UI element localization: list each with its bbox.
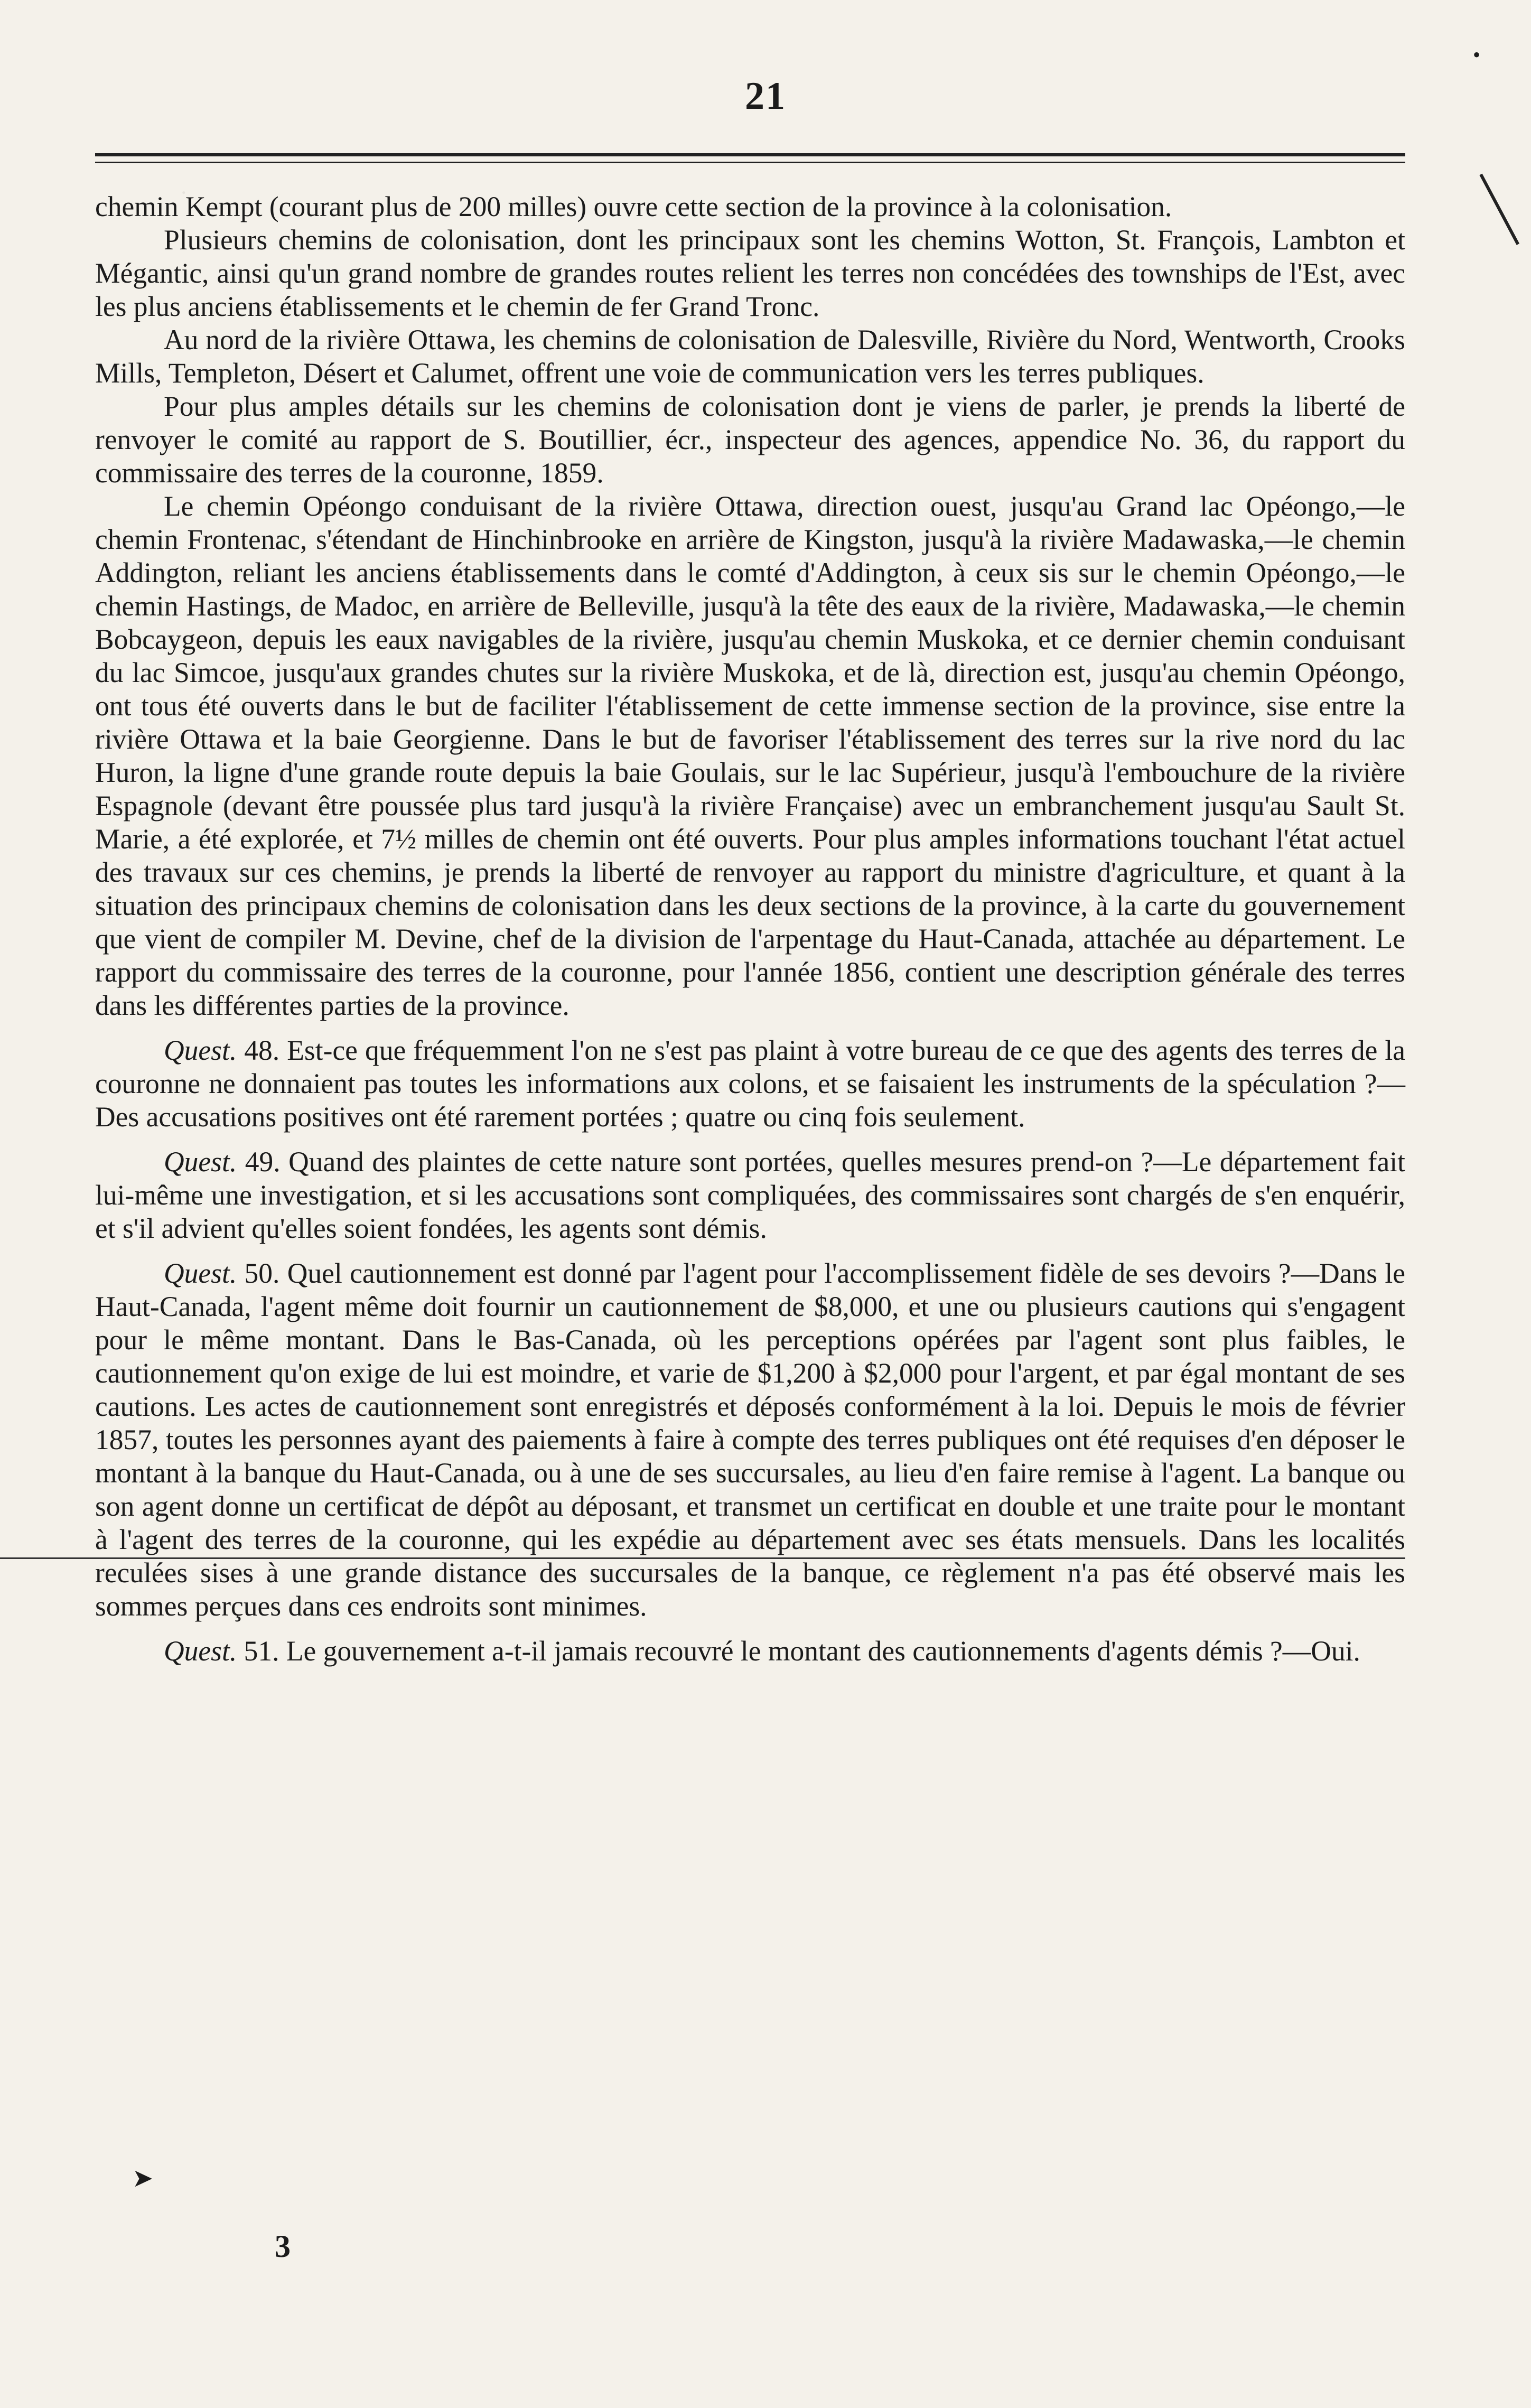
question-49 — [95, 1145, 1405, 1245]
paragraph: Pour plus amples détails sur les chemins de colonisation dont je viens de parler, je prends la liberté de renvoyer le comité au rapport de S. Boutillier, écr., inspecteur des agences, appendice No. 36, du rapport du commissaire des terres de la couronne, 1859. — [95, 390, 1405, 489]
paragraph: Au nord de la rivière Ottawa, les chemins de colonisation de Dalesville, Rivière du Nord, Wentworth, Crooks Mills, Templeton, Désert et Calumet, offrent une voie de communication vers les terres publiques. — [95, 324, 1405, 389]
paragraph: chemin Kempt (courant plus de 200 milles) ouvre cette section de la province à la colonisation. — [95, 191, 1172, 222]
question-text: 48. Est-ce que fréquemment l'on ne s'est pas plaint à votre bureau de ce que des agents des terres de la couronne ne donnaient pas toutes les informations aux colons, et se faisaient les instruments de la spéculation ?—Des accusations positives ont été rarement portées ; quatre ou cinq fois seulement. — [95, 1034, 1405, 1133]
pointing-hand-icon: ➤ — [132, 2164, 154, 2192]
paragraph: Plusieurs chemins de colonisation, dont les principaux sont les chemins Wotton, St. François, Lambton et Mégantic, ainsi qu'un grand nombre de grandes routes relient les terres non concédées des townships de l'Est, avec les plus anciens établissements et le chemin de fer Grand Tronc. — [95, 224, 1405, 322]
ink-dot: • — [1473, 43, 1481, 67]
question-label: Quest. — [164, 1034, 237, 1066]
header-rule — [95, 153, 1405, 156]
margin-pen-mark — [1479, 174, 1519, 245]
question-text: 49. Quand des plaintes de cette nature sont portées, quelles mesures prend-on ?—Le département fait lui-même une investigation, et si les accusations sont compliquées, des commissaires sont chargés de s'en enquérir, et s'il advient qu'elles soient fondées, les agents sont démis. — [95, 1146, 1405, 1244]
question-text: 51. Le gouvernement a-t-il jamais recouvré le montant des cautionnements d'agents démis ?—Oui. — [237, 1635, 1360, 1667]
question-48 — [95, 1034, 1405, 1134]
question-51 — [95, 1635, 1405, 1668]
page-number: 21 — [745, 74, 786, 118]
question-text: 50. Quel cautionnement est donné par l'agent pour l'accomplissement fidèle de ses devoirs ?—Dans le Haut-Canada, l'agent même doit fournir un cautionnement de $8,000, et une ou plusieurs cautions qui s'engagent pour le même montant. Dans le Bas-Canada, où les perceptions opérées par l'agent sont plus faibles, le cautionnement qu'on exige de lui est moindre, et varie de $1,200 à $2,000 pour l'argent, et par égal montant de ses cautions. Les actes de cautionnement sont enregistrés et déposés conformément à la loi. Depuis le mois de février 1857, toutes les personnes ayant des paiements à faire à compte des terres publiques ont été requises d'en déposer le montant à la banque du Haut-Canada, ou à une de ses succursales, au lieu d'en faire remise à l'agent. La banque ou son agent donne un certificat de dépôt au déposant, et transmet un certificat en double et une traite pour le montant à l'agent des terres de la couronne, qui les expédie au département avec ses états mensuels. Dans les localités reculées sises à une grande distance des succursales de la banque, ce règlement n'a pas été observé mais les sommes perçues dans ces endroits sont minimes. — [95, 1257, 1405, 1622]
paragraph: Le chemin Opéongo conduisant de la rivière Ottawa, direction ouest, jusqu'au Grand lac Opéongo,—le chemin Frontenac, s'étendant de Hinchinbrooke en arrière de Kingston, jusqu'à la rivière Madawaska,—le chemin Addington, reliant les anciens établissements dans le comté d'Addington, à ceux sis sur le chemin Opéongo,—le chemin Hastings, de Madoc, en arrière de Belleville, jusqu'à la tête des eaux de la rivière, Madawaska,—le chemin Bobcaygeon, depuis les eaux navigables de la rivière, jusqu'au chemin Muskoka, et ce dernier chemin conduisant du lac Simcoe, jusqu'aux grandes chutes sur la rivière Muskoka, et de là, direction est, jusqu'au chemin Opéongo, ont tous été ouverts dans le but de faciliter l'établissement de cette immense section de la province, sise entre la rivière Ottawa et la baie Georgienne. Dans le but de favoriser l'établissement des terres sur la rive nord du lac Huron, la ligne d'une grande route depuis la baie Goulais, sur le lac Supérieur, jusqu'à l'embouchure de la rivière Espagnole (devant être poussée plus tard jusqu'à la rivière Française) avec un embranchement jusqu'au Sault St. Marie, a été explorée, et 7½ milles de chemin ont été ouverts. Pour plus amples informations touchant l'état actuel des travaux sur ces chemins, je prends la liberté de renvoyer au rapport du ministre d'agriculture, et quant à la situation des principaux chemins de colonisation dans les deux sections de la province, à la carte du gouvernement que vient de compiler M. Devine, chef de la division de l'arpentage du Haut-Canada, attachée au département. Le rapport du commissaire des terres de la couronne, pour l'année 1856, contient une description générale des terres dans les différentes parties de la province. — [95, 490, 1405, 1021]
signature-mark: 3 — [275, 2229, 291, 2264]
question-label: Quest. — [164, 1146, 237, 1178]
question-label: Quest. — [164, 1257, 237, 1289]
question-50 — [95, 1257, 1405, 1623]
question-label: Quest. — [164, 1635, 237, 1667]
header-rule-thin — [95, 162, 1405, 163]
body-text — [95, 190, 1405, 1668]
